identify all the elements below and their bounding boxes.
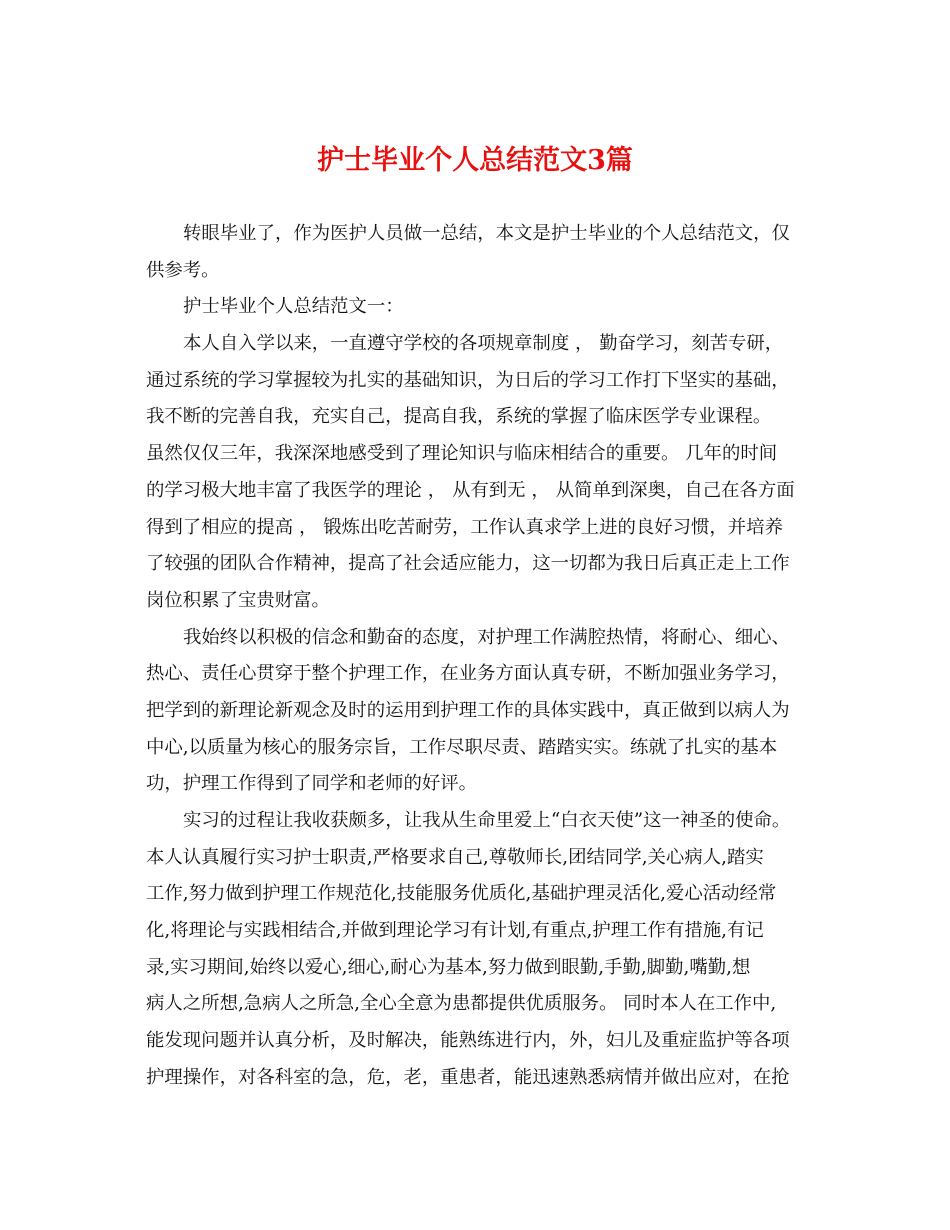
text-line: 了较强的团队合作精神，提高了社会适应能力，这一切都为我日后真正走上工作 <box>146 553 790 575</box>
text-line: 供参考。 <box>146 259 220 281</box>
text-line: 功，护理工作得到了同学和老师的好评。 <box>146 773 478 795</box>
text-line: 热心、责任心贯穿于整个护理工作，在业务方面认真专研，不断加强业务学习， <box>146 663 790 685</box>
text-line: 能发现问题并认真分析，及时解决，能熟练进行内，外，妇儿及重症监护等各项 <box>146 1030 790 1052</box>
text-line: 通过系统的学习掌握较为扎实的基础知识，为日后的学习工作打下坚实的基础， <box>146 369 790 391</box>
text-line: 本人认真履行实习护士职责,严格要求自己,尊敬师长,团结同学,关心病人,踏实 <box>146 846 764 868</box>
text-line: 转眼毕业了，作为医护人员做一总结，本文是护士毕业的个人总结范文，仅 <box>183 223 790 244</box>
text-line: 录,实习期间,始终以爱心,细心,耐心为基本,努力做到眼勤,手勤,脚勤,嘴勤,想 <box>146 956 751 978</box>
document-body <box>146 216 802 1097</box>
text-line: 岗位积累了宝贵财富。 <box>146 589 330 611</box>
text-line: 工作,努力做到护理工作规范化,技能服务优质化,基础护理灵活化,爱心活动经常 <box>146 883 777 905</box>
text-line: 我始终以积极的信念和勤奋的态度，对护理工作满腔热情，将耐心、细心、 <box>183 626 790 648</box>
text-line: 实习的过程让我收获颇多，让我从生命里爱上“白衣天使”这一神圣的使命。 <box>183 810 791 831</box>
text-line: 化,将理论与实践相结合,并做到理论学习有计划,有重点,护理工作有措施,有记 <box>146 920 764 942</box>
text-line: 病人之所想,急病人之所急,全心全意为患都提供优质服务。 同时本人在工作中, <box>146 993 777 1015</box>
text-line: 本人自入学以来，一直遵守学校的各项规章制度 ， 勤奋学习，刻苦专研， <box>183 333 784 355</box>
document-title: 护士毕业个人总结范文3篇 <box>317 145 633 176</box>
text-line: 我不断的完善自我，充实自己，提高自我，系统的掌握了临床医学专业课程。 <box>146 406 772 428</box>
text-line: 护理操作，对各科室的急，危，老，重患者，能迅速熟悉病情并做出应对，在抢 <box>146 1066 790 1088</box>
text-line: 得到了相应的提高 ， 锻炼出吃苦耐劳，工作认真求学上进的良好习惯，并培养 <box>146 516 783 538</box>
text-line: 虽然仅仅三年，我深深地感受到了理论知识与临床相结合的重要。 几年的时间 <box>146 443 778 465</box>
text-line: 把学到的新理论新观念及时的运用到护理工作的具体实践中，真正做到以病人为 <box>146 699 790 721</box>
text-line: 护士毕业个人总结范文一： <box>183 296 404 318</box>
text-line: 中心,以质量为核心的服务宗旨，工作尽职尽责、踏踏实实。练就了扎实的基本 <box>146 736 778 758</box>
text-line: 的学习极大地丰富了我医学的理论 ， 从有到无 ， 从简单到深奥，自己在各方面 <box>146 479 795 501</box>
